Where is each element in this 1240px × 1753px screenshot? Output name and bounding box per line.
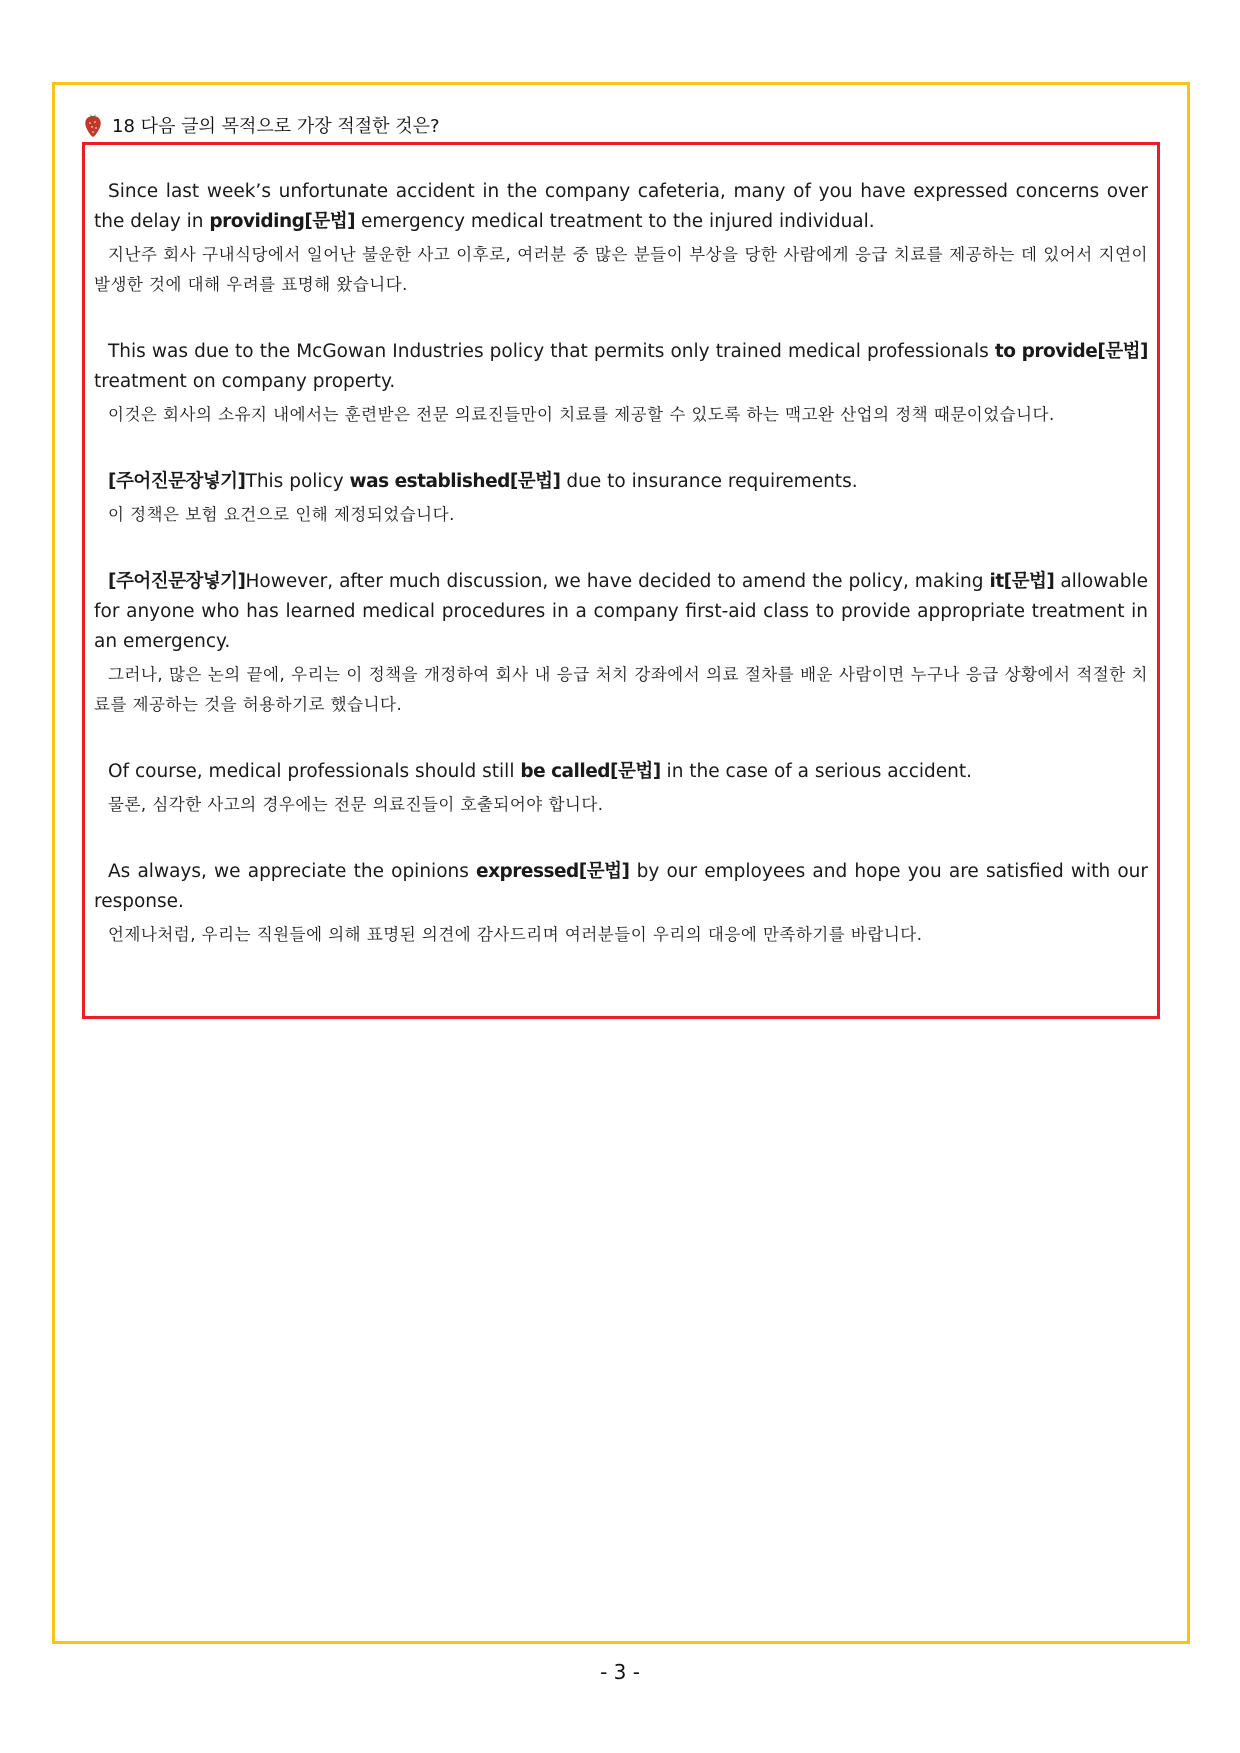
sentence-text: due to insurance requirements. (560, 471, 858, 492)
passage-paragraph (94, 857, 1148, 950)
grammar-highlight: [주어진문장넣기] (108, 471, 246, 492)
sentence-text: As always, we appreciate the opinions (108, 861, 477, 882)
korean-translation: 이것은 회사의 소유지 내에서는 훈련받은 전문 의료진들만이 치료를 제공할 수 있도록 하는 맥고완 산업의 정책 때문이었습니다. (108, 405, 1055, 424)
passage-paragraph (94, 467, 1148, 530)
english-sentence (94, 757, 1148, 787)
english-sentence (94, 857, 1148, 917)
sentence-text: However, after much discussion, we have decided to amend the policy, making (245, 571, 990, 592)
grammar-highlight: was established[문법] (349, 471, 561, 492)
grammar-highlight: to provide[문법] (994, 341, 1148, 362)
question-title: 18 다음 글의 목적으로 가장 적절한 것은? (112, 116, 440, 137)
strawberry-bullet-icon (82, 112, 104, 138)
grammar-highlight: [주어진문장넣기] (108, 571, 246, 592)
english-sentence (94, 567, 1148, 657)
passage-paragraph (94, 757, 1148, 820)
korean-translation: 물론, 심각한 사고의 경우에는 전문 의료진들이 호출되어야 합니다. (108, 795, 604, 814)
sentence-text: This policy (245, 471, 350, 492)
sentence-text: Since last week’s unfortunate accident in the company cafeteria, many of you have expressed concerns over the delay in (94, 181, 1148, 232)
korean-translation: 이 정책은 보험 요건으로 인해 제정되었습니다. (108, 505, 455, 524)
sentence-text: treatment on company property. (94, 371, 396, 392)
sentence-text: allowable for anyone who has learned medical procedures in a company first-aid class to provide appropriate treatment in an emergency. (94, 571, 1148, 652)
korean-translation: 그러나, 많은 논의 끝에, 우리는 이 정책을 개정하여 회사 내 응급 처치 강좌에서 의료 절차를 배운 사람이면 누구나 응급 상황에서 적절한 치료를 제공하는 것을 허용하기로 했습니다. (94, 665, 1148, 714)
korean-translation: 언제나처럼, 우리는 직원들에 의해 표명된 의견에 감사드리며 여러분들이 우리의 대응에 만족하기를 바랍니다. (108, 925, 923, 944)
grammar-highlight: providing[문법] (209, 211, 356, 232)
sentence-text: emergency medical treatment to the injured individual. (355, 211, 875, 232)
korean-translation: 지난주 회사 구내식당에서 일어난 불운한 사고 이후로, 여러분 중 많은 분들이 부상을 당한 사람에게 응급 치료를 제공하는 데 있어서 지연이 발생한 것에 대해 우려를 표명해 왔습니다. (94, 245, 1148, 294)
grammar-highlight: be called[문법] (520, 761, 661, 782)
sentence-text: Of course, medical professionals should still (108, 761, 521, 782)
sentence-text: in the case of a serious accident. (660, 761, 973, 782)
sentence-text: This was due to the McGowan Industries policy that permits only trained medical professionals (108, 341, 995, 362)
page-number: - 3 - (600, 1660, 640, 1684)
question-header (82, 110, 440, 140)
passage-paragraph (94, 337, 1148, 430)
passage-paragraph (94, 567, 1148, 720)
grammar-highlight: expressed[문법] (476, 861, 630, 882)
english-sentence (94, 337, 1148, 397)
sentence-text: by our employees and hope you are satisfied with our response. (94, 861, 1148, 912)
grammar-highlight: it[문법] (989, 571, 1055, 592)
passage-paragraph (94, 177, 1148, 300)
english-sentence (94, 467, 1148, 497)
passage-box (82, 142, 1160, 1019)
english-sentence (94, 177, 1148, 237)
